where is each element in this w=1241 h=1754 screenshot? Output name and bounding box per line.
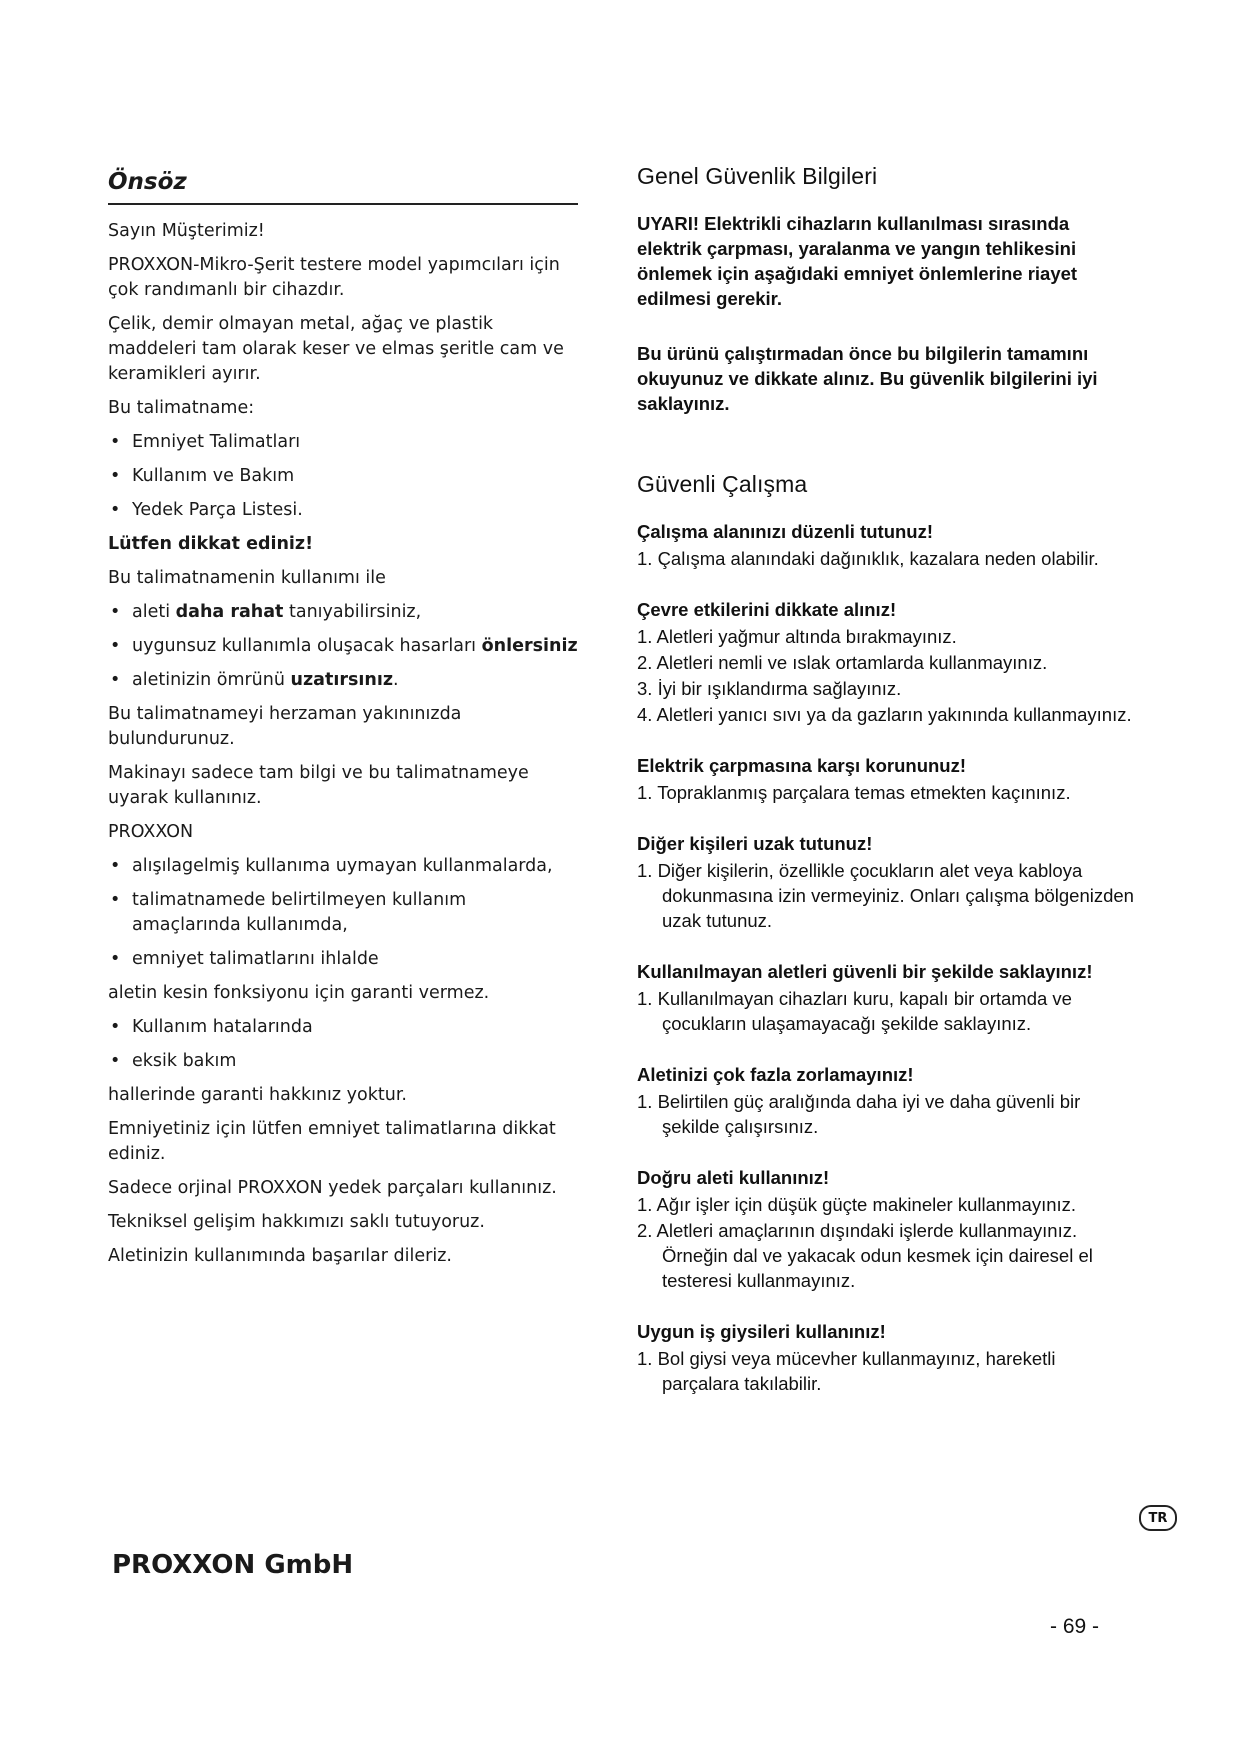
safe-working-title: Güvenli Çalışma: [637, 471, 808, 497]
brand-paragraph: PROXXON: [108, 822, 194, 842]
section-heading: Elektrik çarpmasına karşı korununuz!: [637, 755, 967, 776]
list-item: 2. Aletleri nemli ve ıslak ortamlarda kullanmayınız.: [637, 652, 1048, 673]
section-heading: Uygun iş giysileri kullanınız!: [637, 1321, 886, 1342]
manual-contents-label: Bu talimatname:: [108, 398, 255, 418]
list-item: • talimatnamede belirtilmeyen kullanım amaçlarında kullanımda,: [108, 888, 578, 938]
list-item: 1. Topraklanmış parçalara temas etmekten kaçınınız.: [637, 782, 1071, 803]
list-item: 1. Belirtilen güç aralığında daha iyi ve daha güvenli bir şekilde çalışırsınız.: [637, 1091, 1081, 1137]
company-name: PROXXON GmbH: [112, 1550, 354, 1580]
no-warranty-paragraph: hallerinde garanti hakkınız yoktur.: [108, 1085, 407, 1105]
greeting: Sayın Müşterimiz!: [108, 221, 265, 241]
page-number: - 69 -: [1050, 1615, 1100, 1638]
list-item: 1. Kullanılmayan cihazları kuru, kapalı bir ortamda ve çocukların ulaşamayacağı şekilde saklayınız.: [637, 988, 1072, 1034]
warranty-paragraph: aletin kesin fonksiyonu için garanti vermez.: [108, 983, 490, 1003]
read-instructions-paragraph: Bu ürünü çalıştırmadan önce bu bilgilerin tamamını okuyunuz ve dikkate alınız. Bu güvenlik bilgilerini iyi saklayınız.: [637, 343, 1098, 414]
spare-parts-paragraph: Sadece orjinal PROXXON yedek parçaları kullanınız.: [108, 1178, 557, 1198]
list-item: 1. Ağır işler için düşük güçte makineler kullanmayınız.: [637, 1194, 1077, 1215]
list-item: 3. İyi bir ışıklandırma sağlayınız.: [637, 678, 902, 699]
section-list: [637, 1192, 1137, 1293]
list-item: 4. Aletleri yanıcı sıvı ya da gazların yakınında kullanmayınız.: [637, 704, 1132, 725]
list-item: • Emniyet Talimatları: [108, 430, 578, 455]
attention-heading: Lütfen dikkat ediniz!: [108, 534, 314, 554]
warning-paragraph: UYARI! Elektrikli cihazların kullanılması sırasında elektrik çarpması, yaralanma ve yangın tehlikesini önlemek için aşağıdaki emniyet önlemlerine riayet edilmesi gerekir.: [637, 213, 1078, 309]
section-list: [637, 546, 1137, 571]
language-badge: TR: [1139, 1505, 1177, 1531]
list-item: • uygunsuz kullanımla oluşacak hasarları önlersiniz: [108, 634, 578, 659]
section-list: [637, 780, 1137, 805]
safety-paragraph: Emniyetiniz için lütfen emniyet talimatlarına dikkat ediniz.: [108, 1119, 556, 1164]
list-item: 1. Diğer kişilerin, özellikle çocukların alet veya kabloya dokunmasına izin vermeyiniz. Onları çalışma bölgenizden uzak tutunuz.: [637, 860, 1134, 931]
list-item: 1. Aletleri yağmur altında bırakmayınız.: [637, 626, 957, 647]
foreword-title: Önsöz: [108, 170, 578, 205]
list-item: • aletinizin ömrünü uzatırsınız.: [108, 668, 578, 693]
wishes-paragraph: Aletinizin kullanımında başarılar dileriz.: [108, 1246, 452, 1266]
section-heading: Aletinizi çok fazla zorlamayınız!: [637, 1064, 914, 1085]
safety-column: [637, 164, 1137, 1422]
usage-paragraph: Bu talimatnamenin kullanımı ile: [108, 568, 386, 588]
benefits-list: [108, 600, 578, 693]
list-item: • emniyet talimatlarını ihlalde: [108, 947, 578, 972]
section-list: [637, 624, 1137, 727]
list-item: • aleti daha rahat tanıyabilirsiniz,: [108, 600, 578, 625]
intro-paragraph: PROXXON-Mikro-Şerit testere model yapımcıları için çok randımanlı bir cihazdır.: [108, 255, 560, 300]
keep-manual-paragraph: Bu talimatnameyi herzaman yakınınızda bulundurunuz.: [108, 704, 462, 749]
section-heading: Kullanılmayan aletleri güvenli bir şekilde saklayınız!: [637, 961, 1093, 982]
warranty-exclusions-list: [108, 854, 578, 972]
section-list: [637, 858, 1137, 933]
rights-paragraph: Tekniksel gelişim hakkımızı saklı tutuyoruz.: [108, 1212, 485, 1232]
list-item: 2. Aletleri amaçlarının dışındaki işlerde kullanmayınız. Örneğin dal ve yakacak odun kesmek için dairesel el testeresi kullanmayınız.: [637, 1220, 1093, 1291]
use-paragraph: Makinayı sadece tam bilgi ve bu talimatnameye uyarak kullanınız.: [108, 763, 529, 808]
list-item: • Kullanım hatalarında: [108, 1015, 578, 1040]
section-list: [637, 1089, 1137, 1139]
section-heading: Çevre etkilerini dikkate alınız!: [637, 599, 897, 620]
section-list: [637, 986, 1137, 1036]
section-heading: Diğer kişileri uzak tutunuz!: [637, 833, 873, 854]
section-heading: Çalışma alanınızı düzenli tutunuz!: [637, 521, 934, 542]
list-item: • Kullanım ve Bakım: [108, 464, 578, 489]
foreword-column: [108, 170, 578, 1278]
section-heading: Doğru aleti kullanınız!: [637, 1167, 830, 1188]
general-safety-title: Genel Güvenlik Bilgileri: [637, 163, 878, 189]
materials-paragraph: Çelik, demir olmayan metal, ağaç ve plastik maddeleri tam olarak keser ve elmas şeritle cam ve keramikleri ayırır.: [108, 314, 564, 384]
warranty-conditions-list: [108, 1015, 578, 1074]
list-item: • Yedek Parça Listesi.: [108, 498, 578, 523]
manual-contents-list: [108, 430, 578, 523]
section-list: [637, 1346, 1137, 1396]
list-item: 1. Bol giysi veya mücevher kullanmayınız, hareketli parçalara takılabilir.: [637, 1348, 1056, 1394]
list-item: • alışılagelmiş kullanıma uymayan kullanmalarda,: [108, 854, 578, 879]
list-item: • eksik bakım: [108, 1049, 578, 1074]
list-item: 1. Çalışma alanındaki dağınıklık, kazalara neden olabilir.: [637, 548, 1099, 569]
